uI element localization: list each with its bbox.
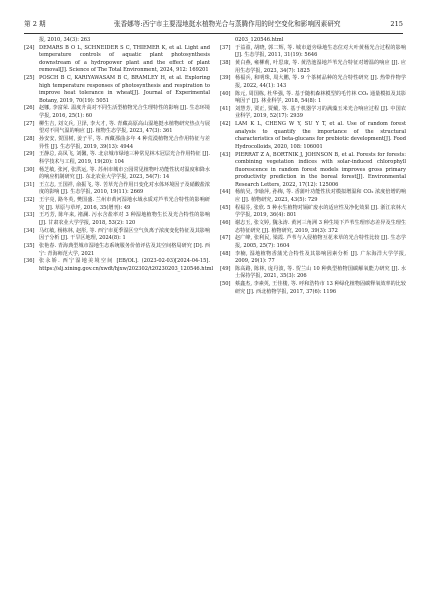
reference-text: 杨福兵, 和明珠, 周大鹏, 等. 9 个茶树品种的光合特性研究 [J]. 热带作物学报, 2022, 44(1): 143 [235,75,406,89]
reference-number: [30] [24,166,35,173]
reference-number: [41] [220,105,231,112]
reference-number: [34] [24,227,35,234]
reference-text: 陈高路, 陈林, 庞丹波, 等. 贺兰山 10 种典型植物国碳解氧能力研究 [J]. 水土保持学报, 2021, 35(3): 206 [235,265,406,280]
reference-number: [40] [220,90,231,97]
references-left-column [24,37,214,274]
reference-number: [36] [24,258,35,265]
reference-text: PIERRAT Z A, BORTNIK J, JOHNSON B, et al. Forests for forests: combining vegetation indices with solar-induced chlorophyll fluorescence in random forest models improves gross primary productivity prediction in the boreal forest[J]. Environmental Research Letters, 2022, 17(12): 125006 [235,151,406,188]
reference-text: 王巧芳, 陈年来, 褚澜. 污水含盐率对 3 种湿地植物生长及光合特性的影响 [J]. 甘肃农业大学学报, 2018, 53(2): 120 [39,212,210,226]
reference-entry [24,258,214,273]
reference-entry [220,106,406,121]
reference-text: 王静总, 高凤飞, 刘馨, 等. 北京城市绿地三种常见林木冠层光合作用特征 [J]. 科学技术与工程, 2019, 19(20): 104 [39,151,210,165]
reference-number: [39] [220,75,231,82]
reference-text: 于益盈, 胡晓, 郭二辉, 等. 城市道旁绿地生态位对大叶黄杨光合过程的影响 [J]. 生态学报, 2011, 31(19): 5646 [235,44,406,59]
reference-entry [220,60,406,75]
issue-label: 第 2 期 [24,20,46,28]
reference-number: [44] [220,189,231,196]
reference-entry [220,152,406,190]
reference-number: [47] [220,235,231,242]
reference-text: 报, 2010, 34(3): 263 [39,37,91,43]
reference-text: LAM K L, CHENG W Y, SU Y T, et al. Use of random forest analysis to quantify the importance of the structural characteristics of beta-glucans for prebiotic development[J]. Food Hydrocolloids, 2020, 108: 106001 [235,121,406,150]
reference-entry [220,251,406,266]
reference-text: 赵广峰, 张利民, 梁霞. 芦苇与入侵植物互花米草的光合特性比较 [J]. 生态学报, 2005, 25(7): 1604 [235,235,406,249]
reference-number: [33] [24,212,35,219]
reference-number: [35] [24,243,35,250]
reference-entry [220,75,406,90]
reference-number: [28] [24,136,35,143]
reference-text: 杨芝敏, 张河, 张洪运, 等. 苏州市城市公园常见植物叶功能性状对温度和降水的响应机制研究 [J]. 东北农业大学学报, 2023, 54(7): 14 [39,166,210,181]
reference-entry [220,37,406,45]
reference-entry [24,105,210,120]
reference-number: [43] [220,151,231,158]
reference-entry [24,136,210,151]
reference-text: 杨航吴, 李瑜萍, 孙梅, 等. 香蒲叶功能性状对模拟增温和 CO₂ 浓度倍增的响应 [J]. 植物研究, 2023, 43(5): 729 [235,189,406,203]
reference-entry [24,212,210,227]
header-rule [24,33,403,34]
reference-text: 马红敏, 杨栋林, 赵彤, 等. 西宁市夏季湿区空气负离子浓度变化特征及其影响因子分析 [J]. 干旱区地理, 2024(8): 1 [39,227,210,242]
reference-text: 张艳春. 青海典型城市湿地生态系统服务价值评估及其空间格局研究 [D]. 西宁: 青海师范大学, 2021 [39,243,210,257]
reference-entry [24,75,210,105]
reference-number: [49] [220,265,231,272]
reference-entry [24,151,210,166]
reference-entry [220,121,406,151]
reference-text: 陈元, 周国栋, 杜华强, 等. 基于随机森林模型的毛竹林 CO₂ 通量模拟及其影响因子 [J]. 林业科学, 2018, 54(8): 1 [235,90,406,105]
reference-entry [220,91,406,106]
references-right-column [220,37,406,296]
reference-number: [24] [24,44,35,51]
reference-number: [46] [220,220,231,226]
reference-entry [220,281,406,296]
reference-text: 李楠, 湿地植物香蒲光合特性及其影响因素分析 [J]. 广东海洋大学学报, 2009, 29(1): 77 [235,250,406,265]
reference-number: [26] [24,105,35,112]
reference-entry [220,45,406,60]
reference-entry [24,37,210,45]
reference-text: 王宇亮, 路冬英, 樊国盛. 兰州市黄河湿地水域水质对芦苇光合特性的影响研究 [J]. 草原与草坪, 2016, 35(增刊): 49 [39,197,210,211]
running-title: 张香娜等:西宁市主要湿地挺水植物光合与蒸腾作用的时空变化和影响因素研究 [114,20,341,28]
reference-number: [42] [220,121,231,128]
reference-text: POSCH B C, KARIYAWASAM B C, BRAMLEY H, et al. Exploring high temperature responses of photosynthesis and respiration to improve heat tolerance in wheat[J]. Journal of Experimental Botany, 2019, 70(19): 5051 [39,75,210,104]
reference-entry [24,228,210,243]
reference-text: 王立志, 王国祥, 俞振飞, 等. 苦草光合作用日变化对水体环境因子及硝酸盐浓度的影响 [J]. 生态学报, 2010, 19(11): 2669 [39,181,210,196]
reference-entry [24,45,210,75]
reference-entry [220,189,406,204]
reference-number: [37] [220,44,231,51]
reference-entry [220,220,406,235]
reference-entry [24,167,210,182]
reference-entry [220,235,406,250]
reference-text: 张永娇. 西宁湿地美境空间 [EB/OL]. (2023-02-03)[2024-04-15]. https://slj.xining.gov.cn/xwdt/hjxw/202302/t20230203_120546.html [39,258,214,272]
reference-text: 蔡鑫杰, 李素英, 王佳楼, 等. 呼和浩特市 13 种绿化植物固碳释氧效率的比较研究 [J]. 西北植物学报, 2017, 37(6): 1196 [235,281,406,295]
reference-entry [24,197,210,212]
reference-text: 程福芬, 张欣. 5 种水生植物对镉矿废水的适应性及净化效果 [J]. 浙江农林大学学报, 2019, 36(4): 801 [235,204,406,219]
reference-text: 0203_120546.html [235,37,284,43]
reference-number: [27] [24,120,35,127]
reference-text: 刘慧芳, 贾正, 贾戴, 等. 基于机器学习的满藻玉米光合响应过程 [J]. 中国农业科学, 2019, 52(17): 2939 [235,105,406,120]
reference-text: 柳生吉, 刘文兵, 卫泽, 李大才, 等. 青藏高原高山湿地挺水植物研究热点与展望对不同气温的响应 [J]. 植物生态学报, 2023, 47(3): 361 [39,120,210,135]
running-header [24,16,403,32]
reference-number: [25] [24,75,35,82]
reference-text: 赵娜, 李富荣. 温度升高对不同生活型植物光合生理特性的影响 [J]. 生态环境学报, 2016, 25(1): 60 [39,105,210,120]
reference-number: [32] [24,197,35,204]
reference-number: [45] [220,204,231,211]
reference-text: DEMARS B O L, SCHNEIDER S C, THIEMER K, et al. Light and temperature controls of aquatic plant photosynthesis downstream of a hydropower plant and the effect of plant removal[J]. Science of The Total Environment, 2024, 912: 169201 [39,44,210,74]
reference-entry [220,266,406,281]
reference-entry [24,121,210,136]
reference-number: [48] [220,250,231,257]
reference-number: [50] [220,281,231,288]
reference-number: [29] [24,151,35,158]
page-number: 215 [390,20,403,28]
reference-text: 黄白燕, 雍柳莉, 叶思康, 等. 黄浩池湿地芦苇光合特征对增温的响应 [J]. 应用生态学报, 2023, 34(7): 1825 [235,60,406,74]
reference-number: [31] [24,181,35,188]
reference-entry [220,205,406,220]
reference-text: 孙安安, 贺国树, 姜子平, 等. 西藏那曲多年 4 种荒漠植物光合作用特征与差异性 [J]. 生态学报, 2019, 39(13): 4944 [39,136,210,150]
reference-text: 谢志玉, 张文婷, 魏永涛. 黄河三角洲 3 种生境下芦苇生理形态差异及生理生态特征研究 [J]. 植物研究, 2019, 39(3): 372 [235,220,406,234]
reference-entry [24,243,210,258]
reference-entry [24,182,210,197]
reference-number: [38] [220,60,231,67]
